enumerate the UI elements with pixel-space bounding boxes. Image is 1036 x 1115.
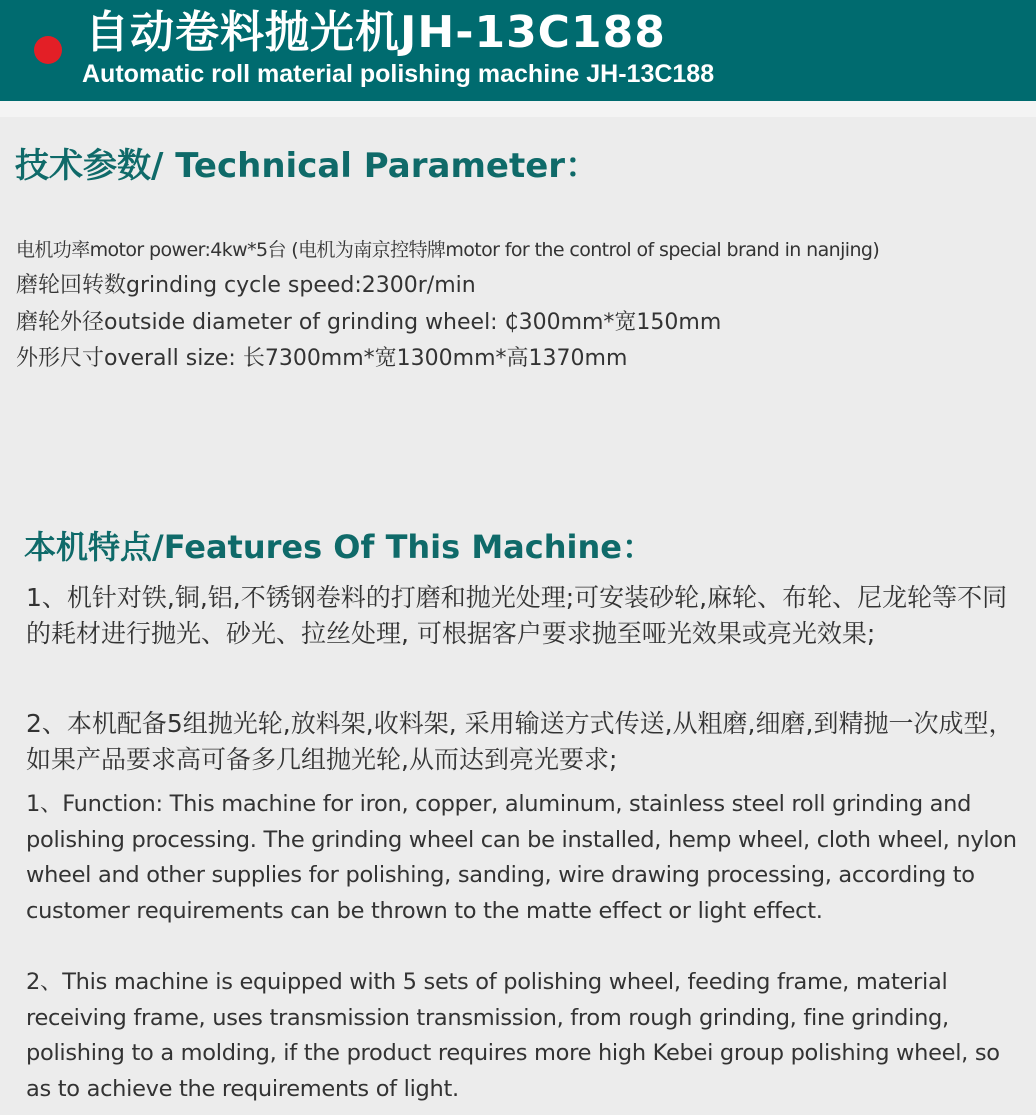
header-banner: [0, 0, 1036, 101]
param-wheel-diameter: 磨轮外径outside diameter of grinding wheel: ₵300mm*宽150mm: [16, 310, 722, 335]
param-motor-power: 电机功率motor power:4kw*5台 (电机为南京控特牌motor for the control of special brand in nanjing): [16, 239, 880, 261]
feature-cn-2: 2、本机配备5组抛光轮,放料架,收料架, 采用输送方式传送,从粗磨,细磨,到精抛一次成型，如果产品要求高可备多几组抛光轮,从而达到亮光要求;: [26, 709, 1014, 774]
feature-cn-1: 1、机针对铁,铜,铝,不锈钢卷料的打磨和抛光处理;可安装砂轮,麻轮、布轮、尼龙轮等不同的耗材进行抛光、砂光、拉丝处理, 可根据客户要求抛至哑光效果或亮光效果;: [26, 583, 1008, 648]
red-dot-icon: [34, 36, 62, 64]
feature-en-1: 1、Function: This machine for iron, copper, aluminum, stainless steel roll grinding and polishing processing. The grinding wheel can be installed, hemp wheel, cloth wheel, nylon wheel and other supplies for polishing, sanding, wire drawing processing, according to customer requirements can be thrown to the matte effect or light effect.: [26, 791, 1017, 924]
header-divider: [0, 101, 1036, 117]
param-cycle-speed: 磨轮回转数grinding cycle speed:2300r/min: [16, 273, 476, 298]
features-heading: 本机特点/Features Of This Machine：: [24, 528, 654, 566]
title-english: Automatic roll material polishing machine JH-13C188: [82, 60, 715, 88]
technical-parameter-heading: 技术参数/ Technical Parameter：: [15, 146, 600, 186]
title-chinese: 自动卷料抛光机JH-13C188: [85, 7, 666, 58]
feature-en-2: 2、This machine is equipped with 5 sets of polishing wheel, feeding frame, material receiving frame, uses transmission transmission, from rough grinding, fine grinding, polishing to a molding, if the product requires more high Kebei group polishing wheel, so as to achieve the requirements of light.: [26, 969, 1000, 1102]
param-overall-size: 外形尺寸overall size: 长7300mm*宽1300mm*高1370mm: [16, 346, 628, 371]
